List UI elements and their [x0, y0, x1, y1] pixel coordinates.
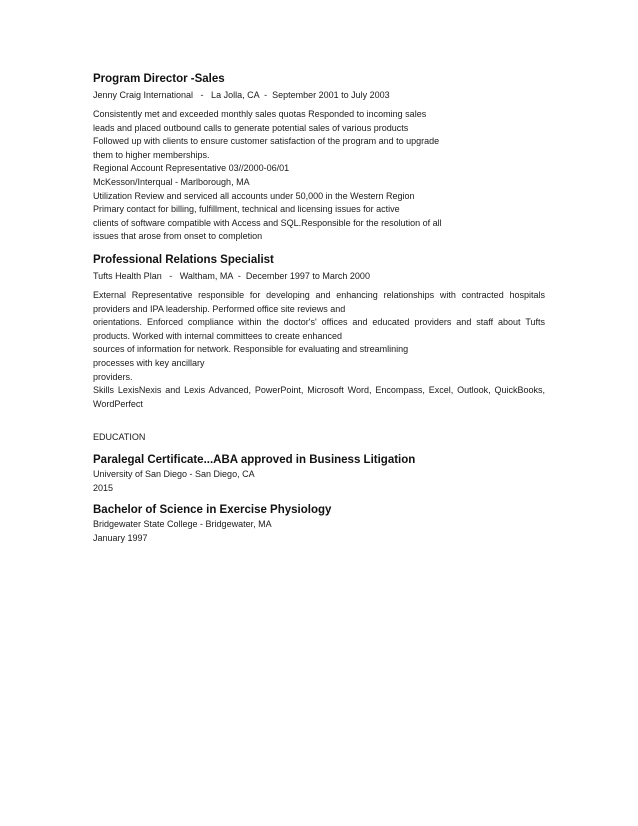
- job-description: [93, 108, 545, 244]
- description-line: Skills LexisNexis and Lexis Advanced, PowerPoint, Microsoft Word, Encompass, Excel, Outlook, QuickBooks,: [93, 385, 545, 396]
- job-section-professional-relations: [93, 253, 545, 411]
- job-title: Professional Relations Specialist: [93, 253, 274, 266]
- job-section-program-director: [93, 72, 545, 244]
- description-line: orientations. Enforced compliance within the doctor's' offices and educated providers and staff about Tufts: [93, 317, 545, 328]
- description-line: providers and IPA leadership. Performed office site reviews and: [93, 303, 346, 314]
- education-date: 2015: [93, 482, 114, 493]
- description-line: McKesson/Interqual - Marlborough, MA: [93, 176, 250, 187]
- degree-title: Paralegal Certificate...ABA approved in Business Litigation: [93, 454, 416, 467]
- description-line: products. Worked with internal committees to create enhanced: [93, 330, 342, 341]
- job-title: Program Director -Sales: [93, 73, 225, 85]
- school-name: Bridgewater State College - Bridgewater, MA: [93, 519, 272, 530]
- description-line: Regional Account Representative 03//2000-06/01: [93, 163, 290, 174]
- education-entry: [93, 503, 545, 545]
- description-line: Consistently met and exceeded monthly sales quotas Responded to incoming sales: [93, 109, 427, 119]
- job-description: [93, 289, 545, 411]
- description-line: External Representative responsible for developing and enhancing relationships with contracted hospitals: [93, 289, 545, 300]
- description-line: WordPerfect: [93, 398, 143, 409]
- description-line: Utilization Review and serviced all accounts under 50,000 in the Western Region: [93, 190, 415, 201]
- description-line: sources of information for network. Responsible for evaluating and streamlining: [93, 344, 409, 355]
- description-line: leads and placed outbound calls to generate potential sales of various products: [93, 122, 409, 133]
- job-meta: Jenny Craig International - La Jolla, CA - September 2001 to July 2003: [93, 90, 390, 100]
- degree-title: Bachelor of Science in Exercise Physiology: [93, 504, 332, 517]
- education-date: January 1997: [93, 532, 148, 543]
- description-line: processes with key ancillary: [93, 357, 205, 368]
- description-line: clients of software compatible with Access and SQL.Responsible for the resolution of all: [93, 217, 442, 228]
- education-heading: EDUCATION: [93, 432, 146, 443]
- job-meta: Tufts Health Plan - Waltham, MA - December 1997 to March 2000: [93, 270, 370, 281]
- education-entry: [93, 453, 545, 495]
- description-line: them to higher memberships.: [93, 149, 210, 160]
- description-line: Primary contact for billing, fulfillment, technical and licensing issues for active: [93, 204, 400, 215]
- description-line: issues that arose from onset to completion: [93, 231, 263, 242]
- resume-page: [93, 72, 545, 553]
- description-line: providers.: [93, 371, 133, 382]
- description-line: Followed up with clients to ensure customer satisfaction of the program and to upgrade: [93, 136, 440, 147]
- school-name: University of San Diego - San Diego, CA: [93, 469, 255, 480]
